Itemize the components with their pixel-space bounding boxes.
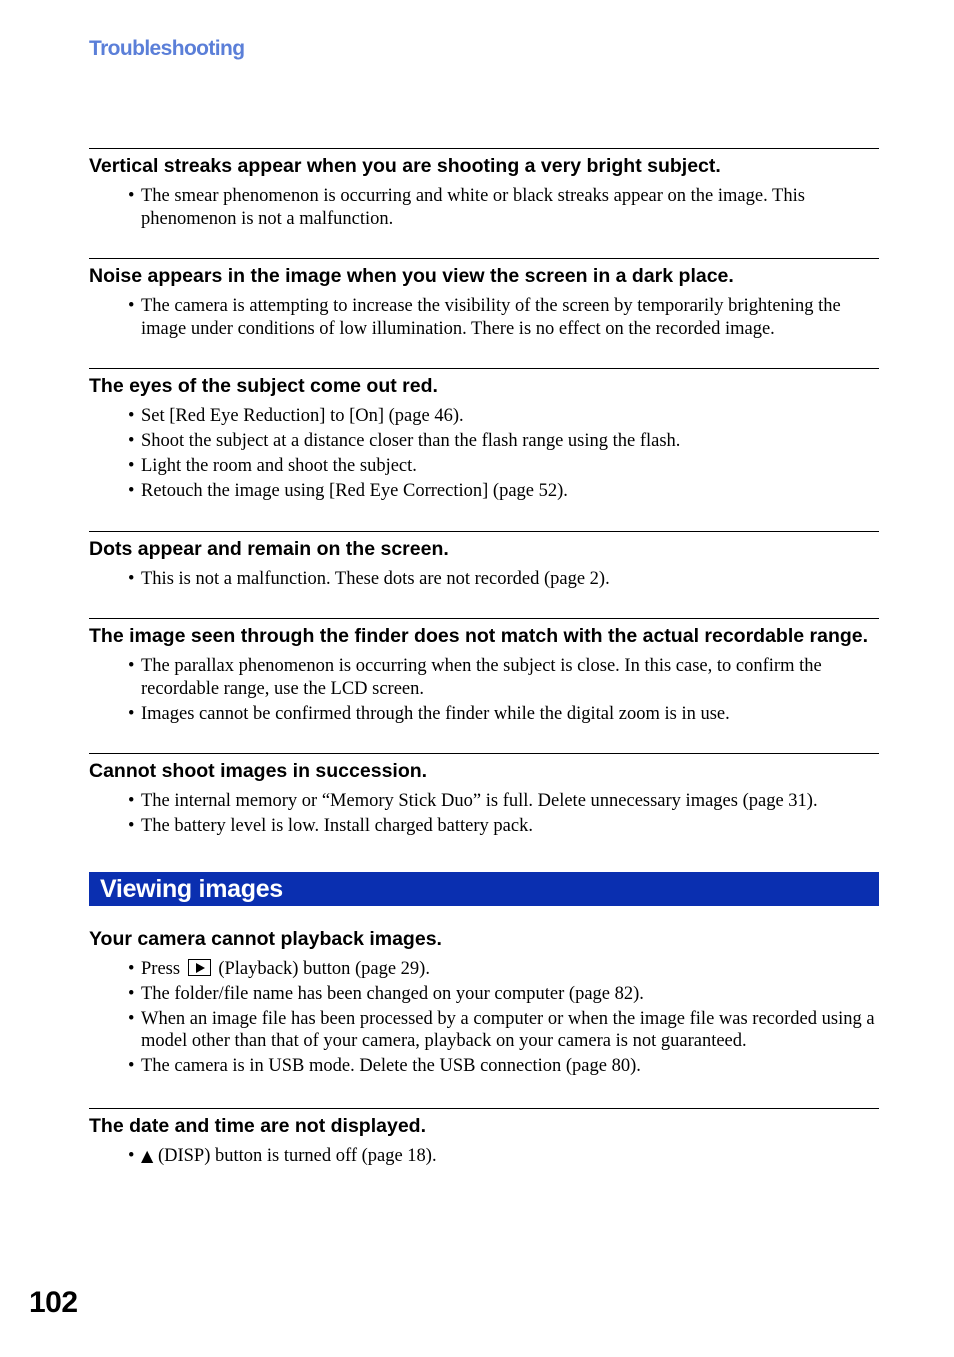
- answer-item: [89, 958, 879, 981]
- answer-item: [89, 295, 879, 340]
- answer-item: [89, 1055, 879, 1078]
- answer-item: [89, 790, 879, 813]
- answer-list: [89, 655, 879, 725]
- answer-list: [89, 405, 879, 503]
- answer-text: This is not a malfunction. These dots are not recorded (page 2).: [141, 568, 610, 589]
- running-head: Troubleshooting: [89, 37, 245, 60]
- faq-section: [89, 148, 879, 230]
- answer-text: Shoot the subject at a distance closer than the flash range using the flash.: [141, 431, 681, 451]
- bullet: •: [128, 791, 135, 811]
- answer-text: Set [Red Eye Reduction] to [On] (page 46).: [141, 406, 464, 426]
- question-heading: The image seen through the finder does not match with the actual recordable range.: [89, 625, 869, 647]
- answer-text: The camera is in USB mode. Delete the USB connection (page 80).: [141, 1056, 641, 1076]
- answer-list: [89, 185, 879, 230]
- answer-text: The internal memory or “Memory Stick Duo” is full. Delete unnecessary images (page 31).: [141, 791, 818, 811]
- question-heading: Noise appears in the image when you view the screen in a dark place.: [89, 265, 734, 287]
- bullet: •: [128, 816, 135, 836]
- disp-triangle-icon: ▲: [141, 1145, 154, 1165]
- answer-text: The camera is attempting to increase the visibility of the screen by temporarily brightening the image under conditions of low illumination. There is no effect on the recorded image.: [141, 296, 841, 339]
- answer-item: [89, 1145, 879, 1168]
- bullet: •: [128, 958, 135, 979]
- answer-text: When an image file has been processed by a computer or when the image file was recorded using a model other than that of your camera, playback on your camera is not guaranteed.: [141, 1008, 875, 1051]
- faq-section: [89, 753, 879, 838]
- bullet: •: [128, 703, 135, 724]
- answer-text: The folder/file name has been changed on your computer (page 82).: [141, 983, 644, 1004]
- faq-section: [89, 1108, 879, 1168]
- faq-section: [89, 618, 879, 725]
- page-number: 102: [29, 1286, 78, 1319]
- answer-list: [89, 790, 879, 838]
- answer-text: The battery level is low. Install charged battery pack.: [141, 816, 533, 836]
- bullet: •: [128, 1145, 135, 1166]
- bullet: •: [128, 456, 135, 476]
- bullet: •: [128, 983, 135, 1004]
- bullet: •: [128, 568, 135, 589]
- answer-text-suffix: (DISP) button is turned off (page 18).: [157, 1145, 437, 1166]
- faq-section: [89, 531, 879, 591]
- answer-item: [89, 185, 879, 230]
- answer-text-prefix: Press: [141, 958, 181, 979]
- answer-item: [89, 983, 879, 1006]
- answer-text: Retouch the image using [Red Eye Correction] (page 52).: [141, 481, 568, 501]
- question-heading: Dots appear and remain on the screen.: [89, 537, 449, 560]
- page-content: [89, 148, 879, 1170]
- bullet: •: [128, 406, 135, 426]
- bullet: •: [128, 431, 135, 451]
- answer-item: [89, 703, 879, 726]
- faq-section: [89, 368, 879, 503]
- answer-text: Light the room and shoot the subject.: [141, 456, 417, 476]
- question-heading: Vertical streaks appear when you are shooting a very bright subject.: [89, 155, 721, 177]
- question-heading: Your camera cannot playback images.: [89, 927, 442, 950]
- answer-text: The parallax phenomenon is occurring when the subject is close. In this case, to confirm the recordable range, use the LCD screen.: [141, 656, 822, 699]
- question-heading: Cannot shoot images in succession.: [89, 760, 428, 782]
- bullet: •: [128, 481, 135, 501]
- bullet: •: [128, 296, 135, 316]
- faq-section: [89, 928, 879, 1078]
- bullet: •: [128, 1008, 135, 1029]
- answer-list: [89, 568, 879, 591]
- answer-text-suffix: (Playback) button (page 29).: [218, 958, 430, 979]
- playback-icon: [188, 959, 211, 976]
- answer-text: The smear phenomenon is occurring and white or black streaks appear on the image. This phenomenon is not a malfunction.: [141, 186, 805, 229]
- answer-item: [89, 1008, 879, 1053]
- answer-item: [89, 815, 879, 838]
- answer-item: [89, 455, 879, 478]
- category-heading: Viewing images: [89, 872, 879, 906]
- answer-item: [89, 655, 879, 700]
- answer-list: [89, 958, 879, 1078]
- answer-item: [89, 430, 879, 453]
- bullet: •: [128, 1056, 135, 1076]
- bullet: •: [128, 656, 135, 676]
- answer-text: Images cannot be confirmed through the finder while the digital zoom is in use.: [141, 703, 730, 724]
- answer-item: [89, 405, 879, 428]
- question-heading: The date and time are not displayed.: [89, 1114, 426, 1137]
- faq-section: [89, 258, 879, 340]
- bullet: •: [128, 186, 135, 206]
- answer-item: [89, 480, 879, 503]
- answer-list: [89, 1145, 879, 1168]
- question-heading: The eyes of the subject come out red.: [89, 375, 438, 397]
- answer-item: [89, 568, 879, 591]
- answer-list: [89, 295, 879, 340]
